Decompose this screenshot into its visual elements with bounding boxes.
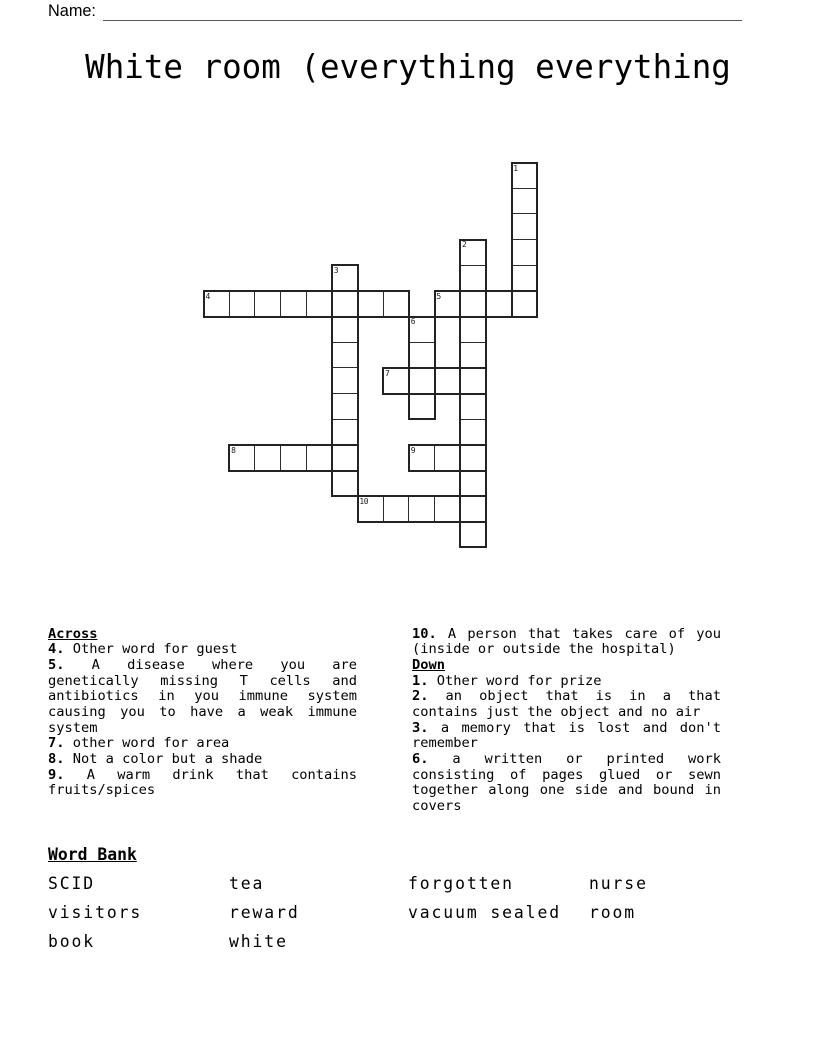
clue-1: 1. Other word for prize (412, 672, 602, 689)
clue-9: 9. A warm drink that contains fruits/spices (48, 766, 357, 799)
clue-6: 6. a written or printed work consisting of pages glued or sewn together along one side and bound in covers (412, 750, 721, 814)
clue-number: 3. (412, 719, 429, 736)
grid-cell (460, 419, 487, 446)
grid-cell (460, 393, 487, 420)
grid-cell (331, 419, 358, 446)
grid-cell (460, 265, 487, 292)
cell-number: 4 (205, 291, 210, 301)
grid-cell (434, 367, 461, 394)
grid-cell (460, 342, 487, 369)
grid-cell (254, 444, 281, 471)
clue-column-right (412, 627, 721, 815)
grid-cell (511, 188, 538, 215)
grid-cell (408, 444, 435, 471)
grid-cell (434, 290, 461, 317)
clue-section-header-across: Across (48, 625, 98, 642)
grid-cell (229, 444, 256, 471)
grid-cell (460, 521, 487, 548)
cell-number: 5 (436, 291, 441, 301)
grid-cell (408, 393, 435, 420)
clue-10: 10. A person that takes care of you (inside or outside the hospital) (412, 625, 721, 658)
clue-5: 5. A disease where you are genetically missing T cells and antibiotics in you immune system causing you to have a weak immune system (48, 656, 357, 736)
word-bank-header: Word Bank (48, 845, 137, 864)
grid-cell (383, 495, 410, 522)
cell-number: 9 (410, 445, 416, 455)
cell-number: 1 (513, 163, 518, 173)
grid-cell (408, 342, 435, 369)
grid-cell (331, 316, 358, 343)
grid-cell (280, 290, 307, 317)
worksheet-title: White room (everything everything (85, 48, 731, 86)
grid-cell (408, 316, 435, 343)
clue-number: 10. (412, 625, 437, 642)
word-bank-item: room (589, 903, 637, 922)
clue-number: 4. (48, 641, 65, 658)
grid-cell (511, 239, 538, 266)
clue-3: 3. a memory that is lost and don't remember (412, 719, 721, 752)
grid-cell (331, 290, 358, 317)
cell-number: 3 (333, 266, 339, 276)
word-bank-grid (48, 869, 788, 956)
word-bank-item: vacuum sealed (408, 903, 561, 922)
grid-cell (485, 290, 512, 317)
grid-cell (460, 239, 487, 266)
clue-number: 9. (48, 766, 65, 783)
grid-cell (331, 393, 358, 420)
clue-number: 7. (48, 735, 65, 752)
grid-cell (331, 470, 358, 497)
grid-cell (383, 290, 410, 317)
grid-cell (203, 290, 230, 317)
clue-7: 7. other word for area (48, 735, 230, 752)
word-bank-item: white (229, 932, 288, 951)
grid-cell (460, 367, 487, 394)
name-blank-line (103, 1, 742, 21)
cell-number: 2 (462, 240, 467, 250)
grid-cell (434, 444, 461, 471)
grid-cell (511, 162, 538, 189)
grid-cell (383, 367, 410, 394)
grid-cell (229, 290, 256, 317)
grid-cell (511, 265, 538, 292)
word-bank-item: SCID (48, 874, 96, 893)
grid-cell (460, 290, 487, 317)
grid-cell (331, 265, 358, 292)
clue-8: 8. Not a color but a shade (48, 750, 263, 767)
word-bank-item: book (48, 932, 96, 951)
grid-cell (408, 495, 435, 522)
clue-number: 5. (48, 656, 65, 673)
cell-number: 8 (231, 445, 236, 455)
grid-cell (280, 444, 307, 471)
word-bank-item: forgotten (408, 874, 514, 893)
clue-number: 1. (412, 672, 429, 689)
grid-cell (306, 290, 333, 317)
grid-cell (357, 495, 384, 522)
grid-cell (434, 495, 461, 522)
grid-cell (460, 495, 487, 522)
cell-number: 7 (385, 368, 390, 378)
grid-cell (331, 444, 358, 471)
word-bank-item: visitors (48, 903, 143, 922)
grid-cell (460, 444, 487, 471)
grid-cell (460, 316, 487, 343)
grid-cell (460, 470, 487, 497)
clue-section-header-down: Down (412, 656, 445, 673)
grid-cell (331, 367, 358, 394)
clue-number: 2. (412, 688, 429, 705)
cell-number: 6 (410, 317, 416, 327)
word-bank-item: nurse (589, 874, 648, 893)
name-label: Name: (48, 2, 96, 20)
cell-number: 10 (359, 496, 369, 506)
word-bank-item: reward (229, 903, 300, 922)
clue-column-left (48, 627, 357, 799)
clue-4: 4. Other word for guest (48, 641, 238, 658)
grid-cell (331, 342, 358, 369)
clue-number: 6. (412, 750, 429, 767)
clue-2: 2. an object that is in a that contains just the object and no air (412, 688, 721, 720)
grid-cell (306, 444, 333, 471)
grid-cell (357, 290, 384, 317)
word-bank-item: tea (229, 874, 265, 893)
grid-cell (408, 367, 435, 394)
grid-cell (511, 290, 538, 317)
crossword-grid (203, 162, 538, 549)
clue-number: 8. (48, 750, 65, 767)
grid-cell (511, 213, 538, 240)
grid-cell (254, 290, 281, 317)
